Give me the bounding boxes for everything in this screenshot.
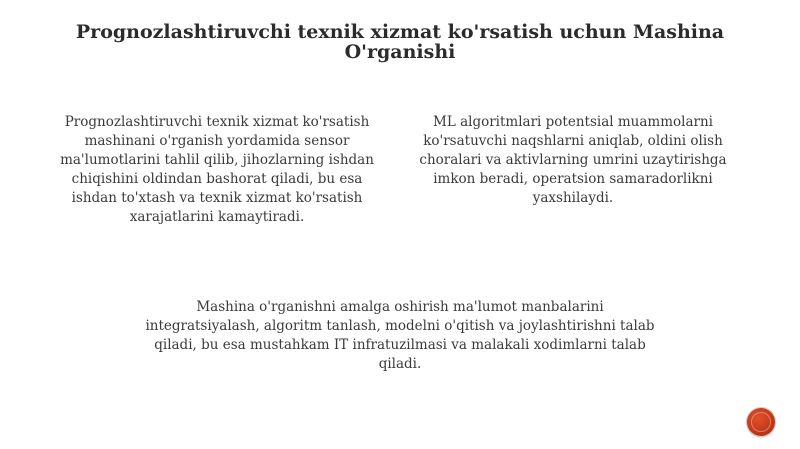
paragraph-left: Prognozlashtiruvchi texnik xizmat ko'rsatish mashinani o'rganish yordamida sensor ma'lumotlarini tahlil qilib, jihozlarning ishdan chiqishini oldindan bashorat qiladi, bu esa ishdan to'xtash va texnik xizmat ko'rsatish xarajatlarini kamaytiradi. bbox=[60, 114, 374, 225]
paragraph-bottom: Mashina o'rganishni amalga oshirish ma'lumot manbalarini integratsiyalash, algoritm tanlash, modelni o'qitish va joylashtirishni talab qiladi, bu esa mustahkam IT infratuzilmasi va malakali xodimlarni talab qiladi. bbox=[145, 299, 655, 372]
slide-title: Prognozlashtiruvchi texnik xizmat ko'rsatish uchun Mashina O'rganishi bbox=[75, 21, 725, 63]
paragraph-right: ML algoritmlari potentsial muammolarni ko'rsatuvchi naqshlarni aniqlab, oldini olish choralari va aktivlarning umrini uzaytirishga imkon beradi, operatsion samaradorlikni yaxshilaydi. bbox=[419, 114, 727, 206]
circle-nav-icon[interactable] bbox=[747, 408, 775, 436]
